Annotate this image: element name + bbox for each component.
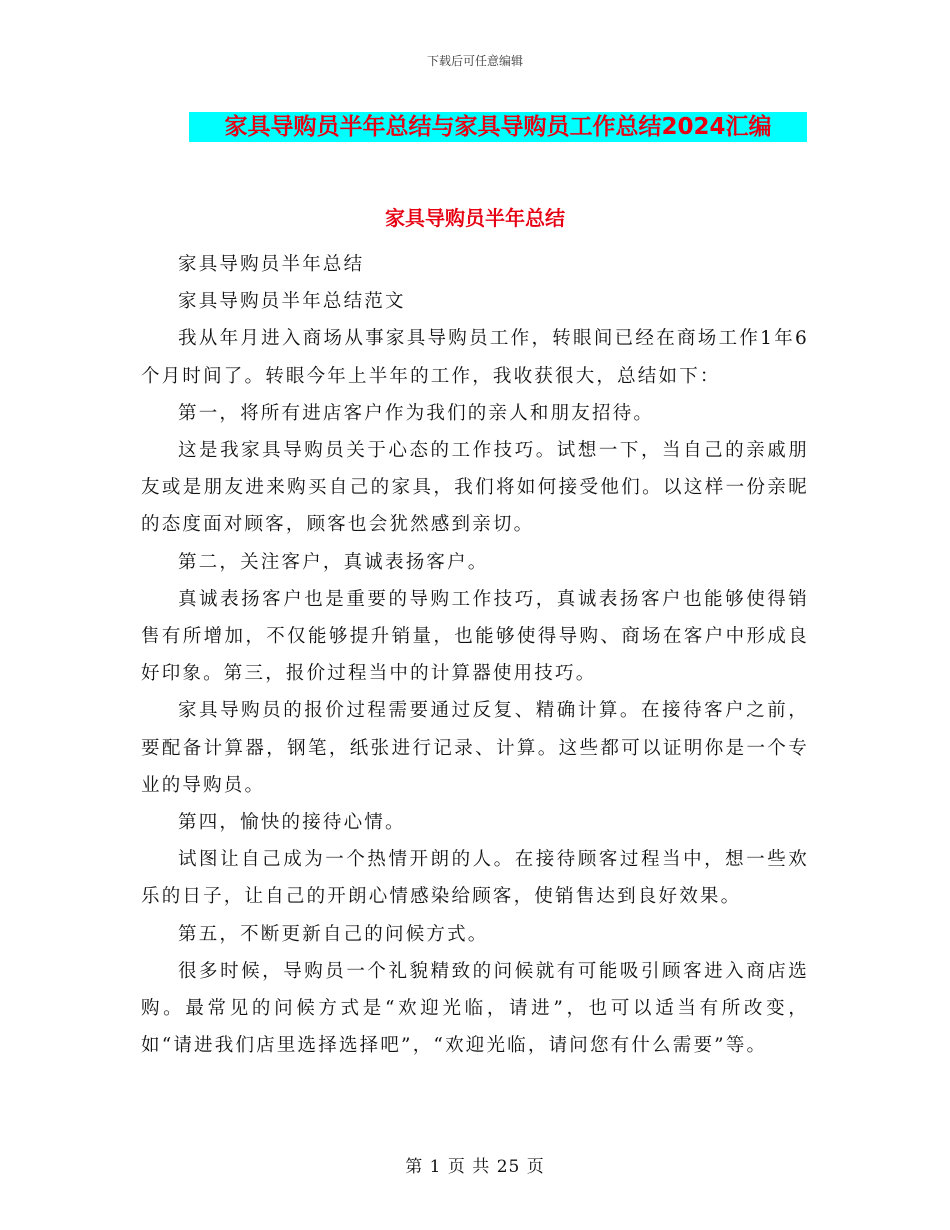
paragraph: 家具导购员半年总结范文: [178, 291, 406, 313]
paragraph: 很多时候，导购员一个礼貌精致的问候就有可能吸引顾客进入商店选购。最常见的问候方式是“欢迎光临，请进”，也可以适当有所改变，如“请进我们店里选择选择吧”，“欢迎光临，请问您有什么需要”等。: [141, 960, 809, 1057]
paragraph: 第四，愉快的接待心情。: [178, 812, 406, 834]
paragraph: 真诚表扬客户也是重要的导购工作技巧，真诚表扬客户也能够使得销售有所增加，不仅能够提升销量，也能够使得导购、商场在客户中形成良好印象。第三，报价过程当中的计算器使用技巧。: [141, 588, 809, 685]
document-body: [141, 246, 809, 1064]
section-heading: 家具导购员半年总结: [385, 206, 565, 230]
paragraph: 我从年月进入商场从事家具导购员工作，转眼间已经在商场工作1年6个月时间了。转眼今年上半年的工作，我收获很大，总结如下：: [141, 328, 809, 387]
paragraph: 这是我家具导购员关于心态的工作技巧。试想一下，当自己的亲戚朋友或是朋友进来购买自己的家具，我们将如何接受他们。以这样一份亲昵的态度面对顾客，顾客也会犹然感到亲切。: [141, 440, 809, 536]
document-title: 家具导购员半年总结与家具导购员工作总结2024汇编: [189, 112, 807, 142]
header-note: 下载后可任意编辑: [426, 54, 523, 68]
paragraph: 试图让自己成为一个热情开朗的人。在接待顾客过程当中，想一些欢乐的日子，让自己的开朗心情感染给顾客，使销售达到良好效果。: [141, 849, 809, 908]
paragraph: 第五，不断更新自己的问候方式。: [178, 923, 489, 945]
paragraph: 家具导购员的报价过程需要通过反复、精确计算。在接待客户之前，要配备计算器，钢笔，纸张进行记录、计算。这些都可以证明你是一个专业的导购员。: [141, 700, 809, 796]
paragraph: 第二，关注客户，真诚表扬客户。: [178, 551, 489, 573]
paragraph: 家具导购员半年总结: [178, 254, 365, 275]
paragraph: 第一，将所有进店客户作为我们的亲人和朋友招待。: [178, 402, 655, 424]
page-number-footer: 第 1 页 共 25 页: [405, 1157, 545, 1177]
